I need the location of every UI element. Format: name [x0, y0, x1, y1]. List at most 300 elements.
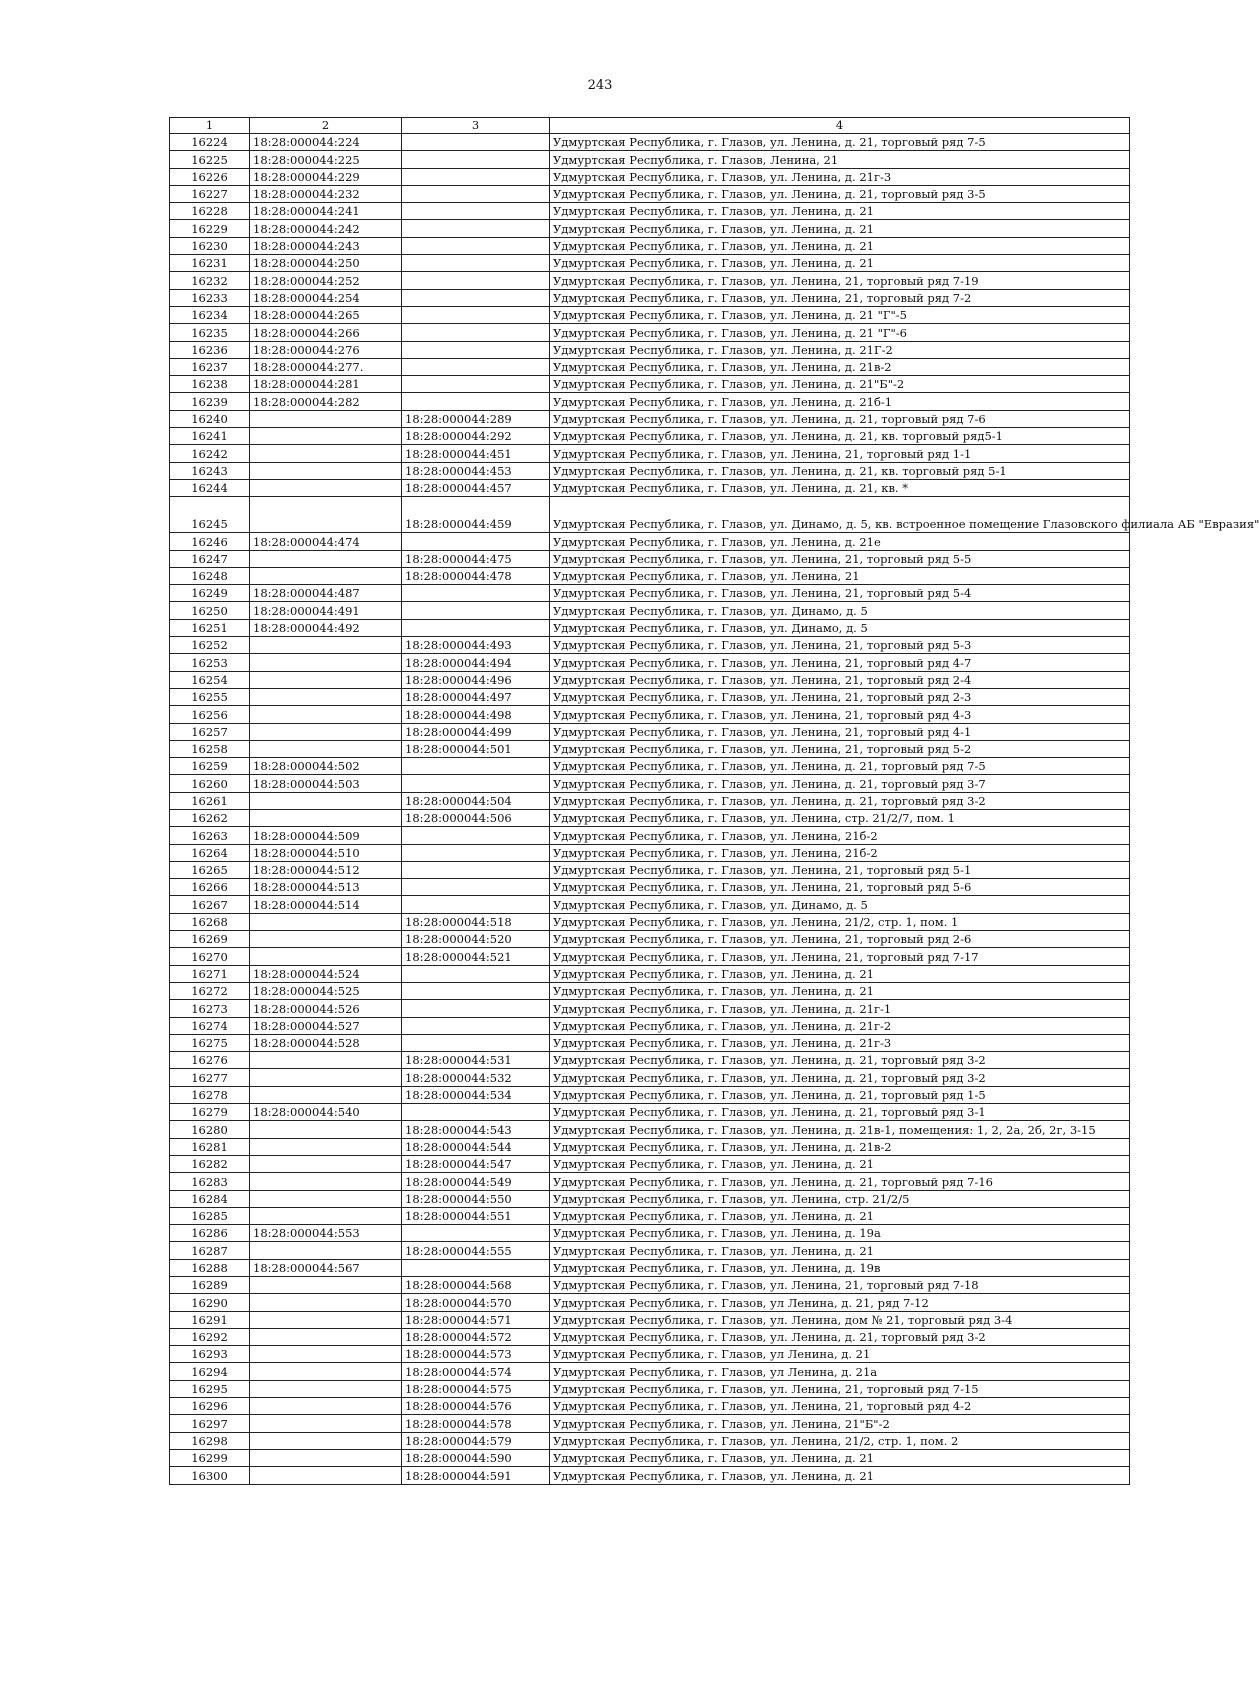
address-cell: Удмуртская Республика, г. Глазов, ул. Ленина, д. 21 "Г"-5: [550, 306, 1130, 323]
address-cell: Удмуртская Республика, г. Глазов, ул. Ленина, д. 21б-1: [550, 393, 1130, 410]
table-row: [170, 462, 1130, 479]
row-number-cell: 16295: [170, 1380, 250, 1397]
cadastral-number-cell: 18:28:000044:567: [250, 1259, 402, 1276]
address-cell: Удмуртская Республика, г. Глазов, ул. Ленина, 21, торговый ряд 5-3: [550, 637, 1130, 654]
table-row: [170, 740, 1130, 757]
cadastral-number-cell: 18:28:000044:503: [250, 775, 402, 792]
address-cell: Удмуртская Республика, г. Глазов, ул. Ленина, стр. 21/2/5: [550, 1190, 1130, 1207]
cadastral-number-cell: [250, 948, 402, 965]
table-row: [170, 1138, 1130, 1155]
row-number-cell: 16285: [170, 1207, 250, 1224]
cadastral-number-alt-cell: 18:28:000044:497: [402, 688, 550, 705]
table-row: [170, 550, 1130, 567]
table-row: [170, 723, 1130, 740]
cadastral-number-cell: [250, 1069, 402, 1086]
cadastral-number-alt-cell: 18:28:000044:578: [402, 1415, 550, 1432]
cadastral-number-alt-cell: 18:28:000044:478: [402, 567, 550, 584]
table-row: [170, 324, 1130, 341]
row-number-cell: 16255: [170, 688, 250, 705]
address-cell: Удмуртская Республика, г. Глазов, Ленина, 21: [550, 151, 1130, 168]
cadastral-number-cell: 18:28:000044:487: [250, 585, 402, 602]
table-row: [170, 792, 1130, 809]
row-number-cell: 16229: [170, 220, 250, 237]
address-cell: Удмуртская Республика, г. Глазов, ул. Ленина, 21, торговый ряд 4-2: [550, 1398, 1130, 1415]
cadastral-number-alt-cell: 18:28:000044:573: [402, 1346, 550, 1363]
cadastral-number-cell: 18:28:000044:241: [250, 203, 402, 220]
row-number-cell: 16231: [170, 255, 250, 272]
table-row: [170, 306, 1130, 323]
row-number-cell: 16265: [170, 861, 250, 878]
row-number-cell: 16251: [170, 619, 250, 636]
cadastral-number-alt-cell: [402, 306, 550, 323]
address-cell: Удмуртская Республика, г. Глазов, ул. Ленина, д. 21: [550, 1155, 1130, 1172]
address-cell: Удмуртская Республика, г. Глазов, ул. Динамо, д. 5: [550, 602, 1130, 619]
cadastral-number-alt-cell: [402, 203, 550, 220]
row-number-cell: 16264: [170, 844, 250, 861]
table-row: [170, 1086, 1130, 1103]
cadastral-number-cell: [250, 462, 402, 479]
table-row: [170, 341, 1130, 358]
table-row: [170, 567, 1130, 584]
cadastral-number-alt-cell: [402, 1259, 550, 1276]
cadastral-number-alt-cell: [402, 324, 550, 341]
cadastral-number-alt-cell: 18:28:000044:555: [402, 1242, 550, 1259]
table-row: [170, 289, 1130, 306]
address-cell: Удмуртская Республика, г. Глазов, ул. Ленина, 21, торговый ряд 7-17: [550, 948, 1130, 965]
table-row: [170, 168, 1130, 185]
cadastral-number-cell: 18:28:000044:553: [250, 1225, 402, 1242]
table-row: [170, 1207, 1130, 1224]
cadastral-number-cell: [250, 1380, 402, 1397]
address-cell: Удмуртская Республика, г. Глазов, ул. Ленина, д. 21в-1, помещения: 1, 2, 2а, 2б, 2г, 3-15: [550, 1121, 1130, 1138]
address-cell: Удмуртская Республика, г. Глазов, ул. Ленина, 21, торговый ряд 4-1: [550, 723, 1130, 740]
table-row: [170, 1346, 1130, 1363]
cadastral-number-alt-cell: [402, 619, 550, 636]
address-cell: Удмуртская Республика, г. Глазов, ул. Ленина, д. 21: [550, 220, 1130, 237]
address-cell: Удмуртская Республика, г. Глазов, ул. Ленина, 21, торговый ряд 2-6: [550, 931, 1130, 948]
address-cell: Удмуртская Республика, г. Глазов, ул. Ленина, д. 21, торговый ряд 7-6: [550, 410, 1130, 427]
cadastral-number-alt-cell: [402, 827, 550, 844]
table-row: [170, 879, 1130, 896]
cadastral-number-alt-cell: 18:28:000044:292: [402, 428, 550, 445]
address-cell: Удмуртская Республика, г. Глазов, ул. Ленина, д. 19а: [550, 1225, 1130, 1242]
row-number-cell: 16262: [170, 809, 250, 826]
address-cell: Удмуртская Республика, г. Глазов, ул Ленина, д. 21: [550, 1346, 1130, 1363]
table-row: [170, 1259, 1130, 1276]
address-cell: Удмуртская Республика, г. Глазов, ул. Ленина, д. 21, торговый ряд 7-5: [550, 758, 1130, 775]
address-cell: Удмуртская Республика, г. Глазов, ул Ленина, д. 21а: [550, 1363, 1130, 1380]
address-cell: Удмуртская Республика, г. Глазов, ул. Ленина, 21: [550, 567, 1130, 584]
table-row: [170, 1121, 1130, 1138]
cadastral-number-alt-cell: 18:28:000044:550: [402, 1190, 550, 1207]
table-row: [170, 1415, 1130, 1432]
cadastral-number-alt-cell: [402, 533, 550, 550]
cadastral-number-alt-cell: [402, 1034, 550, 1051]
table-row: [170, 931, 1130, 948]
row-number-cell: 16298: [170, 1432, 250, 1449]
row-number-cell: 16278: [170, 1086, 250, 1103]
cadastral-number-cell: [250, 1398, 402, 1415]
address-cell: Удмуртская Республика, г. Глазов, ул. Динамо, д. 5: [550, 619, 1130, 636]
row-number-cell: 16284: [170, 1190, 250, 1207]
cadastral-number-cell: [250, 497, 402, 533]
address-cell: Удмуртская Республика, г. Глазов, ул. Ленина, д. 21, торговый ряд 7-5: [550, 134, 1130, 151]
cadastral-number-cell: 18:28:000044:254: [250, 289, 402, 306]
table-row: [170, 255, 1130, 272]
cadastral-number-alt-cell: [402, 272, 550, 289]
cadastral-number-alt-cell: [402, 341, 550, 358]
cadastral-number-alt-cell: 18:28:000044:547: [402, 1155, 550, 1172]
table-body: [170, 134, 1259, 1485]
row-number-cell: 16258: [170, 740, 250, 757]
cadastral-number-cell: [250, 688, 402, 705]
table-row: [170, 706, 1130, 723]
cadastral-number-alt-cell: 18:28:000044:493: [402, 637, 550, 654]
cadastral-number-cell: 18:28:000044:281: [250, 376, 402, 393]
cadastral-number-alt-cell: 18:28:000044:590: [402, 1449, 550, 1466]
address-cell: Удмуртская Республика, г. Глазов, ул. Ленина, д. 21, торговый ряд 3-1: [550, 1104, 1130, 1121]
cadastral-number-cell: 18:28:000044:510: [250, 844, 402, 861]
cadastral-number-alt-cell: 18:28:000044:572: [402, 1328, 550, 1345]
cadastral-number-cell: 18:28:000044:512: [250, 861, 402, 878]
cadastral-number-alt-cell: 18:28:000044:518: [402, 913, 550, 930]
table-row: [170, 913, 1130, 930]
cadastral-number-cell: [250, 637, 402, 654]
row-number-cell: 16249: [170, 585, 250, 602]
row-number-cell: 16273: [170, 1000, 250, 1017]
cadastral-number-cell: 18:28:000044:232: [250, 185, 402, 202]
address-cell: Удмуртская Республика, г. Глазов, ул. Ленина, 21, торговый ряд 7-18: [550, 1277, 1130, 1294]
cadastral-number-cell: 18:28:000044:242: [250, 220, 402, 237]
row-number-cell: 16260: [170, 775, 250, 792]
row-number-cell: 16289: [170, 1277, 250, 1294]
cadastral-number-alt-cell: [402, 393, 550, 410]
row-number-cell: 16248: [170, 567, 250, 584]
address-cell: Удмуртская Республика, г. Глазов, ул. Динамо, д. 5: [550, 896, 1130, 913]
registry-table: [169, 117, 1259, 1485]
cadastral-number-cell: [250, 723, 402, 740]
cadastral-number-alt-cell: 18:28:000044:498: [402, 706, 550, 723]
cadastral-number-alt-cell: 18:28:000044:591: [402, 1467, 550, 1484]
row-number-cell: 16232: [170, 272, 250, 289]
table-row: [170, 982, 1130, 999]
cadastral-number-cell: [250, 550, 402, 567]
table-row: [170, 358, 1130, 375]
address-cell: Удмуртская Республика, г. Глазов, ул. Ленина, д. 19в: [550, 1259, 1130, 1276]
cadastral-number-cell: [250, 1415, 402, 1432]
cadastral-number-alt-cell: 18:28:000044:504: [402, 792, 550, 809]
row-number-cell: 16237: [170, 358, 250, 375]
row-number-cell: 16296: [170, 1398, 250, 1415]
row-number-cell: 16268: [170, 913, 250, 930]
cadastral-number-cell: 18:28:000044:509: [250, 827, 402, 844]
table-row: [170, 688, 1130, 705]
table-row: [170, 1225, 1130, 1242]
row-number-cell: 16253: [170, 654, 250, 671]
row-number-cell: 16257: [170, 723, 250, 740]
table-row: [170, 619, 1130, 636]
cadastral-number-alt-cell: [402, 376, 550, 393]
row-number-cell: 16224: [170, 134, 250, 151]
address-cell: Удмуртская Республика, г. Глазов, ул. Ленина, 21, торговый ряд 5-1: [550, 861, 1130, 878]
cadastral-number-alt-cell: [402, 1225, 550, 1242]
cadastral-number-cell: 18:28:000044:540: [250, 1104, 402, 1121]
cadastral-number-cell: 18:28:000044:524: [250, 965, 402, 982]
cadastral-number-alt-cell: 18:28:000044:499: [402, 723, 550, 740]
page-number: 243: [587, 78, 613, 93]
table-row: [170, 1052, 1130, 1069]
cadastral-number-cell: [250, 1467, 402, 1484]
address-cell: Удмуртская Республика, г. Глазов, ул. Ленина, д. 21: [550, 1207, 1130, 1224]
row-number-cell: 16245: [170, 497, 250, 533]
cadastral-number-cell: [250, 1242, 402, 1259]
row-number-cell: 16263: [170, 827, 250, 844]
row-number-cell: 16240: [170, 410, 250, 427]
row-number-cell: 16300: [170, 1467, 250, 1484]
table-row: [170, 654, 1130, 671]
address-cell: Удмуртская Республика, г. Глазов, ул. Ленина, д. 21в-2: [550, 1138, 1130, 1155]
address-cell: Удмуртская Республика, г. Глазов, ул. Ленина, стр. 21/2/7, пом. 1: [550, 809, 1130, 826]
table-row: [170, 602, 1130, 619]
row-number-cell: 16243: [170, 462, 250, 479]
cadastral-number-alt-cell: 18:28:000044:475: [402, 550, 550, 567]
table-row: [170, 775, 1130, 792]
cadastral-number-alt-cell: [402, 289, 550, 306]
cadastral-number-alt-cell: 18:28:000044:289: [402, 410, 550, 427]
table-row: [170, 393, 1130, 410]
address-cell: Удмуртская Республика, г. Глазов, ул. Ленина, д. 21г-2: [550, 1017, 1130, 1034]
address-cell: Удмуртская Республика, г. Глазов, ул. Ленина, 21, торговый ряд 5-2: [550, 740, 1130, 757]
row-number-cell: 16228: [170, 203, 250, 220]
row-number-cell: 16247: [170, 550, 250, 567]
address-cell: Удмуртская Республика, г. Глазов, ул. Ленина, 21/2, стр. 1, пом. 1: [550, 913, 1130, 930]
cadastral-number-alt-cell: 18:28:000044:494: [402, 654, 550, 671]
cadastral-number-alt-cell: [402, 879, 550, 896]
row-number-cell: 16267: [170, 896, 250, 913]
row-number-cell: 16234: [170, 306, 250, 323]
address-cell: Удмуртская Республика, г. Глазов, ул. Ленина, д. 21, торговый ряд 3-2: [550, 1052, 1130, 1069]
address-cell: Удмуртская Республика, г. Глазов, ул. Ленина, д. 21, торговый ряд 3-2: [550, 1328, 1130, 1345]
cadastral-number-alt-cell: [402, 168, 550, 185]
cadastral-number-alt-cell: [402, 585, 550, 602]
cadastral-number-cell: 18:28:000044:513: [250, 879, 402, 896]
table-row: [170, 758, 1130, 775]
row-number-cell: 16293: [170, 1346, 250, 1363]
row-number-cell: 16282: [170, 1155, 250, 1172]
row-number-cell: 16241: [170, 428, 250, 445]
row-number-cell: 16252: [170, 637, 250, 654]
column-header-3: 3: [402, 118, 550, 134]
column-header-1: 1: [170, 118, 250, 134]
table-row: [170, 861, 1130, 878]
row-number-cell: 16277: [170, 1069, 250, 1086]
column-header-4: 4: [550, 118, 1130, 134]
cadastral-number-alt-cell: [402, 844, 550, 861]
table-row: [170, 896, 1130, 913]
cadastral-number-alt-cell: 18:28:000044:543: [402, 1121, 550, 1138]
cadastral-number-alt-cell: [402, 602, 550, 619]
row-number-cell: 16246: [170, 533, 250, 550]
row-number-cell: 16279: [170, 1104, 250, 1121]
cadastral-number-cell: 18:28:000044:528: [250, 1034, 402, 1051]
cadastral-number-cell: 18:28:000044:492: [250, 619, 402, 636]
address-cell: Удмуртская Республика, г. Глазов, ул. Ленина, 21, торговый ряд 7-19: [550, 272, 1130, 289]
row-number-cell: 16275: [170, 1034, 250, 1051]
address-cell: Удмуртская Республика, г. Глазов, ул. Ленина, д. 21: [550, 1449, 1130, 1466]
cadastral-number-cell: 18:28:000044:225: [250, 151, 402, 168]
address-cell: Удмуртская Республика, г. Глазов, ул. Ленина, д. 21, кв. торговый ряд 5-1: [550, 462, 1130, 479]
address-cell: Удмуртская Республика, г. Глазов, ул. Ленина, д. 21, кв. торговый ряд5-1: [550, 428, 1130, 445]
cadastral-number-alt-cell: [402, 237, 550, 254]
address-cell: Удмуртская Республика, г. Глазов, ул. Ленина, 21, торговый ряд 5-5: [550, 550, 1130, 567]
row-number-cell: 16272: [170, 982, 250, 999]
table-row: [170, 220, 1130, 237]
table-row: [170, 1155, 1130, 1172]
cadastral-number-cell: [250, 1207, 402, 1224]
address-cell: Удмуртская Республика, г. Глазов, ул. Ленина, 21б-2: [550, 827, 1130, 844]
row-number-cell: 16254: [170, 671, 250, 688]
address-cell: Удмуртская Республика, г. Глазов, ул. Ленина, д. 21: [550, 965, 1130, 982]
cadastral-number-alt-cell: [402, 775, 550, 792]
table-row: [170, 237, 1130, 254]
address-cell: Удмуртская Республика, г. Глазов, ул. Ленина, 21, торговый ряд 4-3: [550, 706, 1130, 723]
address-cell: Удмуртская Республика, г. Глазов, ул. Ленина, д. 21, кв. *: [550, 479, 1130, 496]
row-number-cell: 16269: [170, 931, 250, 948]
address-cell: Удмуртская Республика, г. Глазов, ул. Ленина, д. 21: [550, 1242, 1130, 1259]
address-cell: Удмуртская Республика, г. Глазов, ул. Ленина, 21б-2: [550, 844, 1130, 861]
table-row: [170, 585, 1130, 602]
cadastral-number-cell: [250, 1173, 402, 1190]
cadastral-number-alt-cell: [402, 1017, 550, 1034]
table-row: [170, 1363, 1130, 1380]
row-number-cell: 16288: [170, 1259, 250, 1276]
cadastral-number-alt-cell: 18:28:000044:534: [402, 1086, 550, 1103]
cadastral-number-cell: [250, 479, 402, 496]
table-row: [170, 1000, 1130, 1017]
cadastral-number-alt-cell: 18:28:000044:501: [402, 740, 550, 757]
address-cell: Удмуртская Республика, г. Глазов, ул. Ленина, д. 21, торговый ряд 1-5: [550, 1086, 1130, 1103]
cadastral-number-cell: [250, 931, 402, 948]
cadastral-number-alt-cell: [402, 134, 550, 151]
table-row: [170, 1467, 1130, 1484]
row-number-cell: 16280: [170, 1121, 250, 1138]
cadastral-number-cell: 18:28:000044:277.: [250, 358, 402, 375]
header-row: [170, 118, 1130, 134]
cadastral-number-cell: [250, 1432, 402, 1449]
cadastral-number-alt-cell: 18:28:000044:549: [402, 1173, 550, 1190]
cadastral-number-alt-cell: [402, 965, 550, 982]
row-number-cell: 16230: [170, 237, 250, 254]
table-row: [170, 1104, 1130, 1121]
table-row: [170, 637, 1130, 654]
table-row: [170, 1277, 1130, 1294]
table-row: [170, 272, 1130, 289]
cadastral-number-cell: [250, 1052, 402, 1069]
row-number-cell: 16274: [170, 1017, 250, 1034]
row-number-cell: 16287: [170, 1242, 250, 1259]
row-number-cell: 16290: [170, 1294, 250, 1311]
table-row: [170, 1294, 1130, 1311]
cadastral-number-alt-cell: 18:28:000044:544: [402, 1138, 550, 1155]
address-cell: Удмуртская Республика, г. Глазов, ул. Ленина, д. 21, торговый ряд 3-2: [550, 1069, 1130, 1086]
table-row: [170, 1328, 1130, 1345]
cadastral-number-cell: 18:28:000044:276: [250, 341, 402, 358]
row-number-cell: 16256: [170, 706, 250, 723]
cadastral-number-cell: [250, 1294, 402, 1311]
address-cell: Удмуртская Республика, г. Глазов, ул. Ленина, дом № 21, торговый ряд 3-4: [550, 1311, 1130, 1328]
address-cell: Удмуртская Республика, г. Глазов, ул. Ленина, д. 21: [550, 1467, 1130, 1484]
row-number-cell: 16291: [170, 1311, 250, 1328]
table-row: [170, 151, 1130, 168]
cadastral-number-cell: 18:28:000044:265: [250, 306, 402, 323]
cadastral-number-cell: [250, 1086, 402, 1103]
table-row: [170, 428, 1130, 445]
column-header-2: 2: [250, 118, 402, 134]
cadastral-number-alt-cell: 18:28:000044:496: [402, 671, 550, 688]
address-cell: Удмуртская Республика, г. Глазов, ул. Ленина, д. 21, торговый ряд 3-2: [550, 792, 1130, 809]
address-cell: Удмуртская Республика, г. Глазов, ул. Ленина, 21, торговый ряд 7-2: [550, 289, 1130, 306]
row-number-cell: 16297: [170, 1415, 250, 1432]
cadastral-number-alt-cell: 18:28:000044:520: [402, 931, 550, 948]
cadastral-number-alt-cell: [402, 1104, 550, 1121]
cadastral-number-cell: [250, 1328, 402, 1345]
table-row: [170, 1380, 1130, 1397]
row-number-cell: 16286: [170, 1225, 250, 1242]
cadastral-number-cell: [250, 671, 402, 688]
cadastral-number-alt-cell: 18:28:000044:521: [402, 948, 550, 965]
cadastral-number-alt-cell: [402, 1000, 550, 1017]
cadastral-number-alt-cell: 18:28:000044:457: [402, 479, 550, 496]
cadastral-number-cell: [250, 809, 402, 826]
cadastral-number-alt-cell: 18:28:000044:506: [402, 809, 550, 826]
cadastral-number-alt-cell: 18:28:000044:453: [402, 462, 550, 479]
cadastral-number-alt-cell: 18:28:000044:451: [402, 445, 550, 462]
address-cell: Удмуртская Республика, г. Глазов, ул. Ленина, д. 21"Б"-2: [550, 376, 1130, 393]
cadastral-number-cell: 18:28:000044:250: [250, 255, 402, 272]
address-cell: Удмуртская Республика, г. Глазов, ул. Ленина, 21"Б"-2: [550, 1415, 1130, 1432]
cadastral-number-alt-cell: 18:28:000044:570: [402, 1294, 550, 1311]
row-number-cell: 16299: [170, 1449, 250, 1466]
cadastral-number-cell: [250, 567, 402, 584]
table-row: [170, 185, 1130, 202]
cadastral-number-cell: 18:28:000044:526: [250, 1000, 402, 1017]
cadastral-number-alt-cell: 18:28:000044:576: [402, 1398, 550, 1415]
table-row: [170, 1173, 1130, 1190]
cadastral-number-alt-cell: 18:28:000044:459: [402, 497, 550, 533]
address-cell: Удмуртская Республика, г. Глазов, ул. Ленина, д. 21г-3: [550, 1034, 1130, 1051]
cadastral-number-alt-cell: 18:28:000044:579: [402, 1432, 550, 1449]
row-number-cell: 16271: [170, 965, 250, 982]
table-row: [170, 827, 1130, 844]
cadastral-number-alt-cell: [402, 861, 550, 878]
cadastral-number-cell: 18:28:000044:502: [250, 758, 402, 775]
cadastral-number-cell: 18:28:000044:252: [250, 272, 402, 289]
table-row: [170, 203, 1130, 220]
cadastral-number-cell: 18:28:000044:229: [250, 168, 402, 185]
cadastral-number-cell: [250, 1121, 402, 1138]
address-cell: Удмуртская Республика, г. Глазов, ул. Ленина, 21, торговый ряд 2-3: [550, 688, 1130, 705]
cadastral-number-cell: [250, 410, 402, 427]
cadastral-number-alt-cell: 18:28:000044:575: [402, 1380, 550, 1397]
cadastral-number-cell: 18:28:000044:514: [250, 896, 402, 913]
table-row: [170, 1034, 1130, 1051]
table-row: [170, 844, 1130, 861]
row-number-cell: 16266: [170, 879, 250, 896]
row-number-cell: 16235: [170, 324, 250, 341]
address-cell: Удмуртская Республика, г. Глазов, ул. Ленина, д. 21, торговый ряд 3-7: [550, 775, 1130, 792]
address-cell: Удмуртская Республика, г. Глазов, ул. Ленина, д. 21в-2: [550, 358, 1130, 375]
row-number-cell: 16225: [170, 151, 250, 168]
